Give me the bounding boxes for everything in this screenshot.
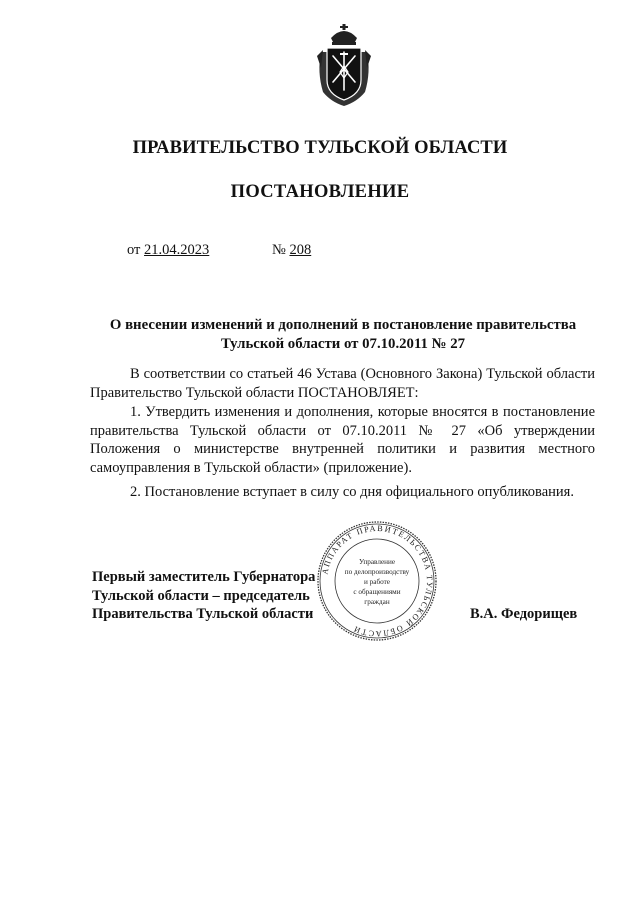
tula-coat-of-arms-icon [313,22,375,108]
document-date [127,242,209,259]
number-value: 208 [289,242,312,258]
signer-position-line-1: Первый заместитель Губернатора [92,569,316,585]
official-stamp [316,520,438,642]
signer-name: В.А. Федорищев [470,606,578,622]
organization-heading: ПРАВИТЕЛЬСТВО ТУЛЬСКОЙ ОБЛАСТИ [132,138,508,158]
signer-position-line-2: Тульской области – председатель [92,588,310,604]
date-prefix: от [127,242,141,258]
number-prefix: № [272,242,286,258]
signer-position-line-3: Правительства Тульской области [92,606,314,622]
date-value: 21.04.2023 [144,242,210,258]
stamp-line-3: и работе [364,578,390,586]
document-title: О внесении изменений и дополнений в постановление правительства Тульской области от 07.10.2011 № 27 [109,317,577,352]
stamp-ring-text: АППАРАТ ПРАВИТЕЛЬСТВА ТУЛЬСКОЙ ОБЛАСТИ [320,523,435,639]
paragraph-item-2: 2. Постановление вступает в силу со дня официального опубликования. [130,484,574,500]
stamp-line-2: по делопроизводству [344,568,410,576]
stamp-line-4: с обращениями [353,588,401,596]
document-type-heading: ПОСТАНОВЛЕНИЕ [230,182,410,202]
paragraph-preamble: В соответствии со статьей 46 Устава (Основного Закона) Тульской области Правительство Тульской области ПОСТАНОВЛЯЕТ: [90,366,595,401]
stamp-line-1: Управление [358,558,396,566]
paragraph-item-1: 1. Утвердить изменения и дополнения, которые вносятся в постановление правительства Тульской области от 07.10.2011 № 27 «Об утверждении Положения о министерстве внутренней политики и развития местного самоуправления в Тульской области» (приложение). [90,404,595,476]
document-number [272,242,311,259]
stamp-line-5: граждан [364,598,390,606]
